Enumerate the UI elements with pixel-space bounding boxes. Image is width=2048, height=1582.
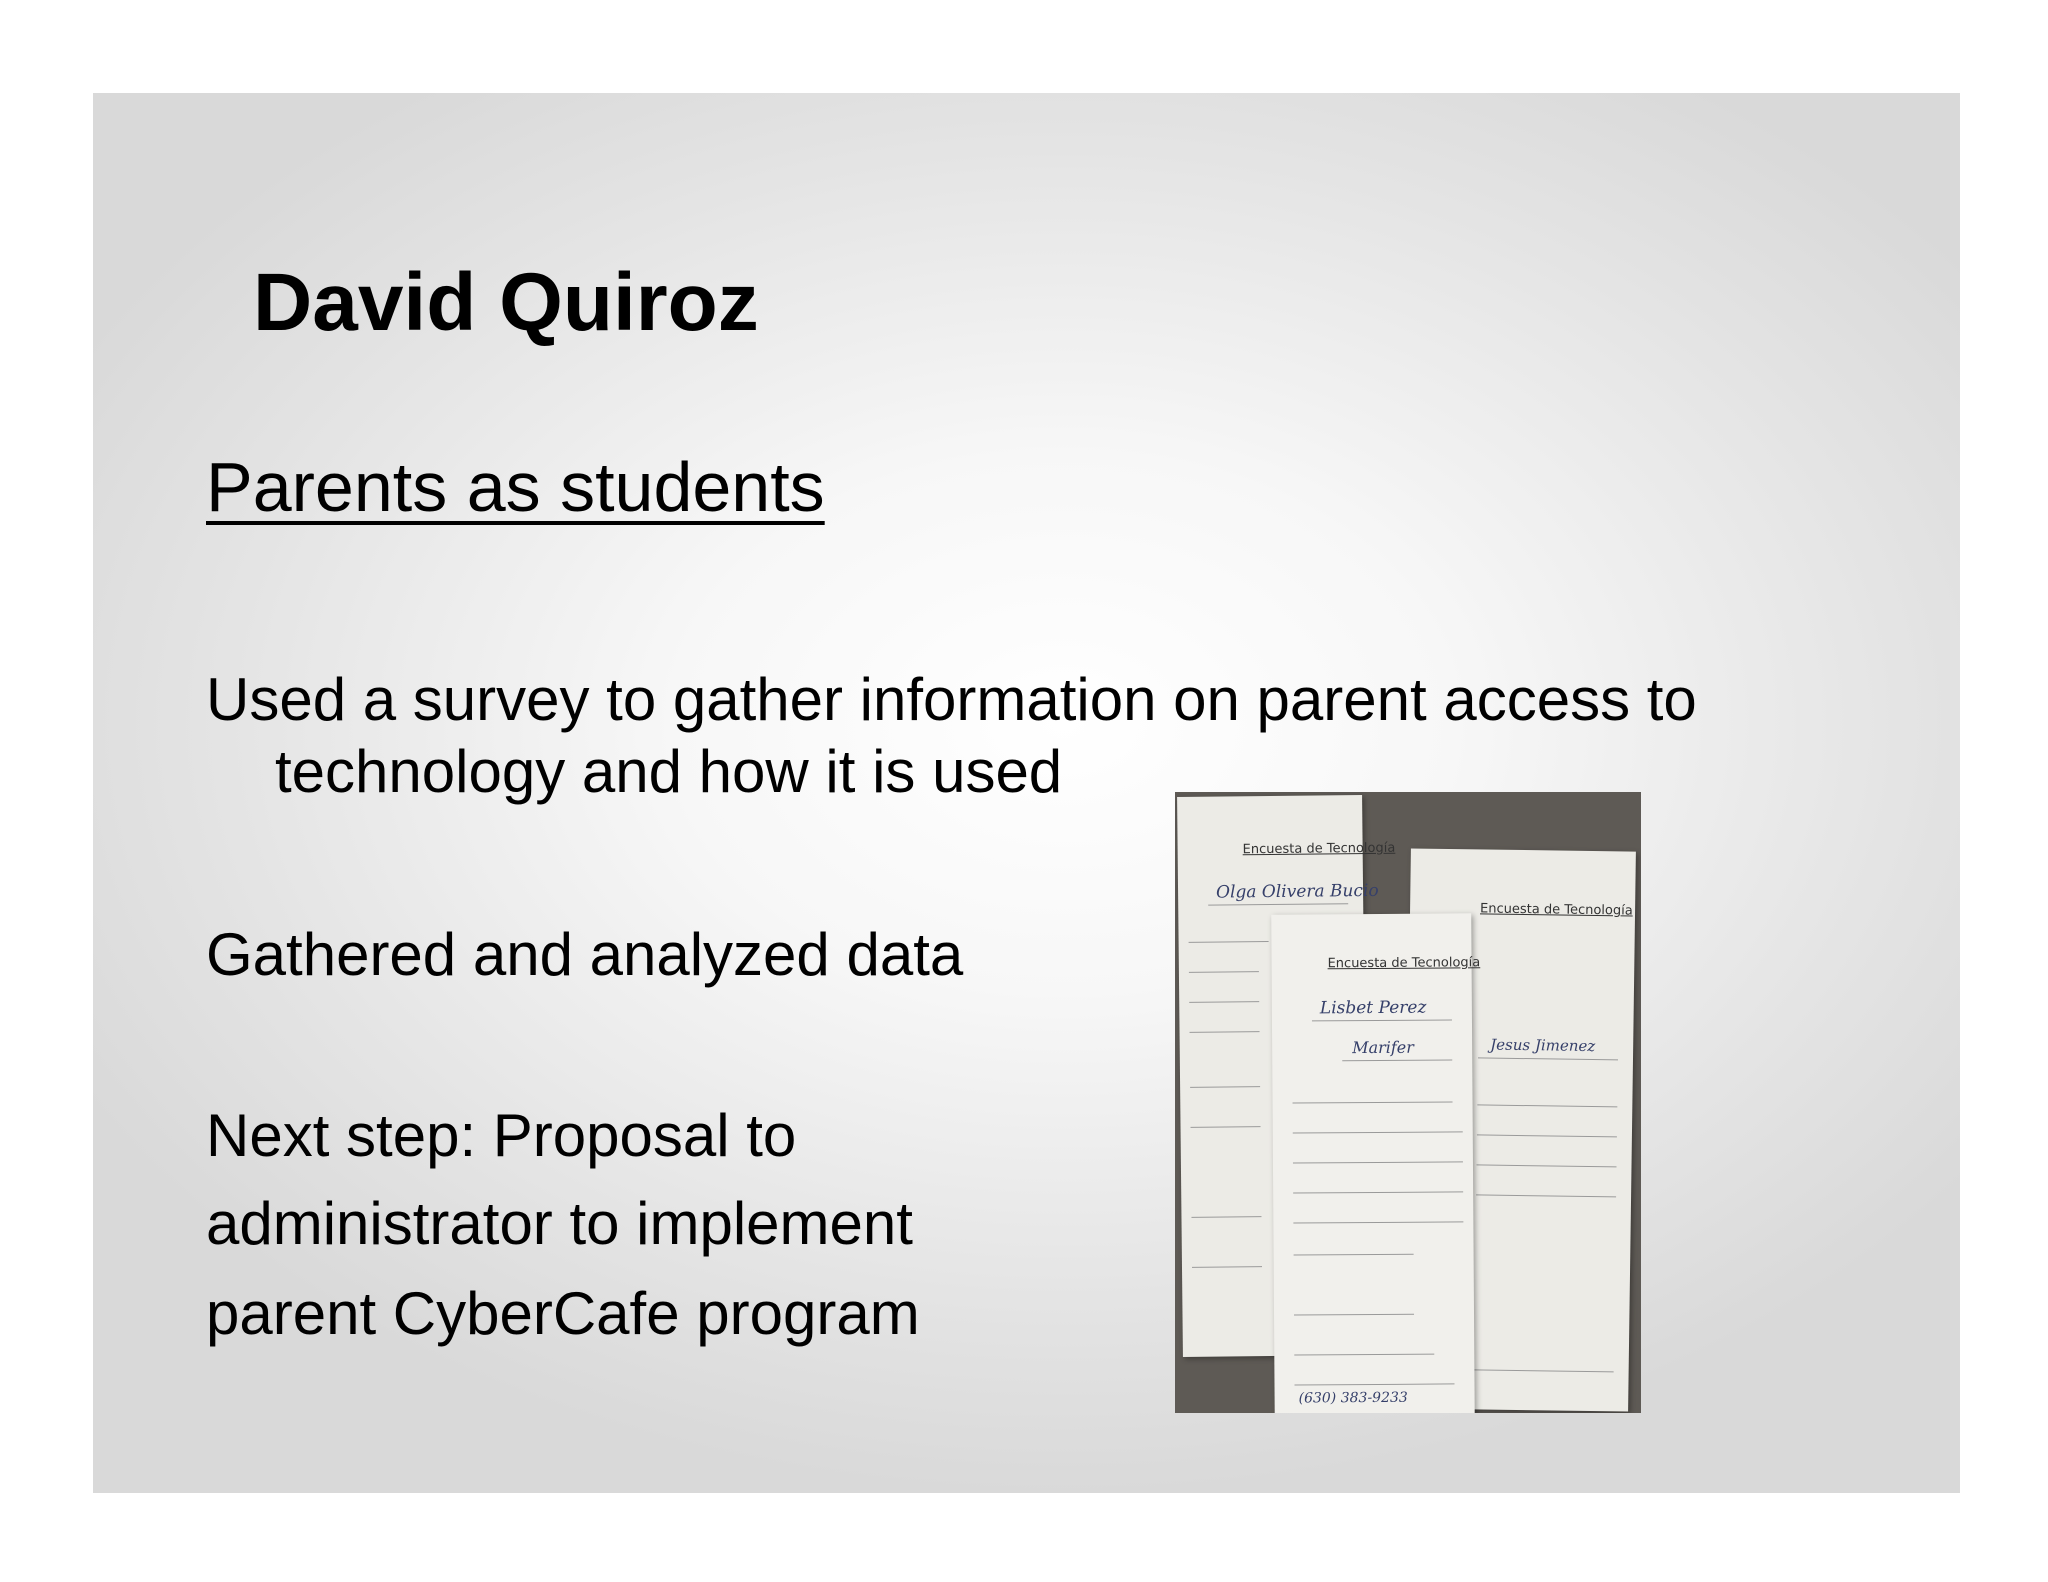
survey-handwritten-name: Olga Olivera Bucio [1215,880,1379,903]
survey-handwritten-name: Lisbet Perez [1319,997,1427,1019]
slide-subtitle: Parents as students [206,448,825,526]
survey-handwritten-child: Marifer [1352,1037,1414,1058]
survey-header: Encuesta de Tecnología [1479,901,1633,919]
survey-header: Encuesta de Tecnología [1242,840,1396,858]
bullet-survey-line1: Used a survey to gather information on parent access to [206,666,1697,733]
bullet-next-step-line2: administrator to implement [206,1190,913,1257]
bullet-data: Gathered and analyzed data [206,921,964,988]
bullet-next-step-line1: Next step: Proposal to [206,1102,797,1169]
survey-photo [1175,792,1641,1413]
slide-title: David Quiroz [253,257,759,348]
survey-handwritten-name: Jesus Jimenez [1490,1035,1596,1056]
survey-header: Encuesta de Tecnología [1327,955,1481,972]
bullet-survey-line2: technology and how it is used [275,738,1063,805]
survey-sheet-front [1271,913,1481,1413]
bullet-next-step-line3: parent CyberCafe program [206,1280,920,1347]
survey-handwritten-phone: (630) 383-9233 [1298,1389,1408,1407]
